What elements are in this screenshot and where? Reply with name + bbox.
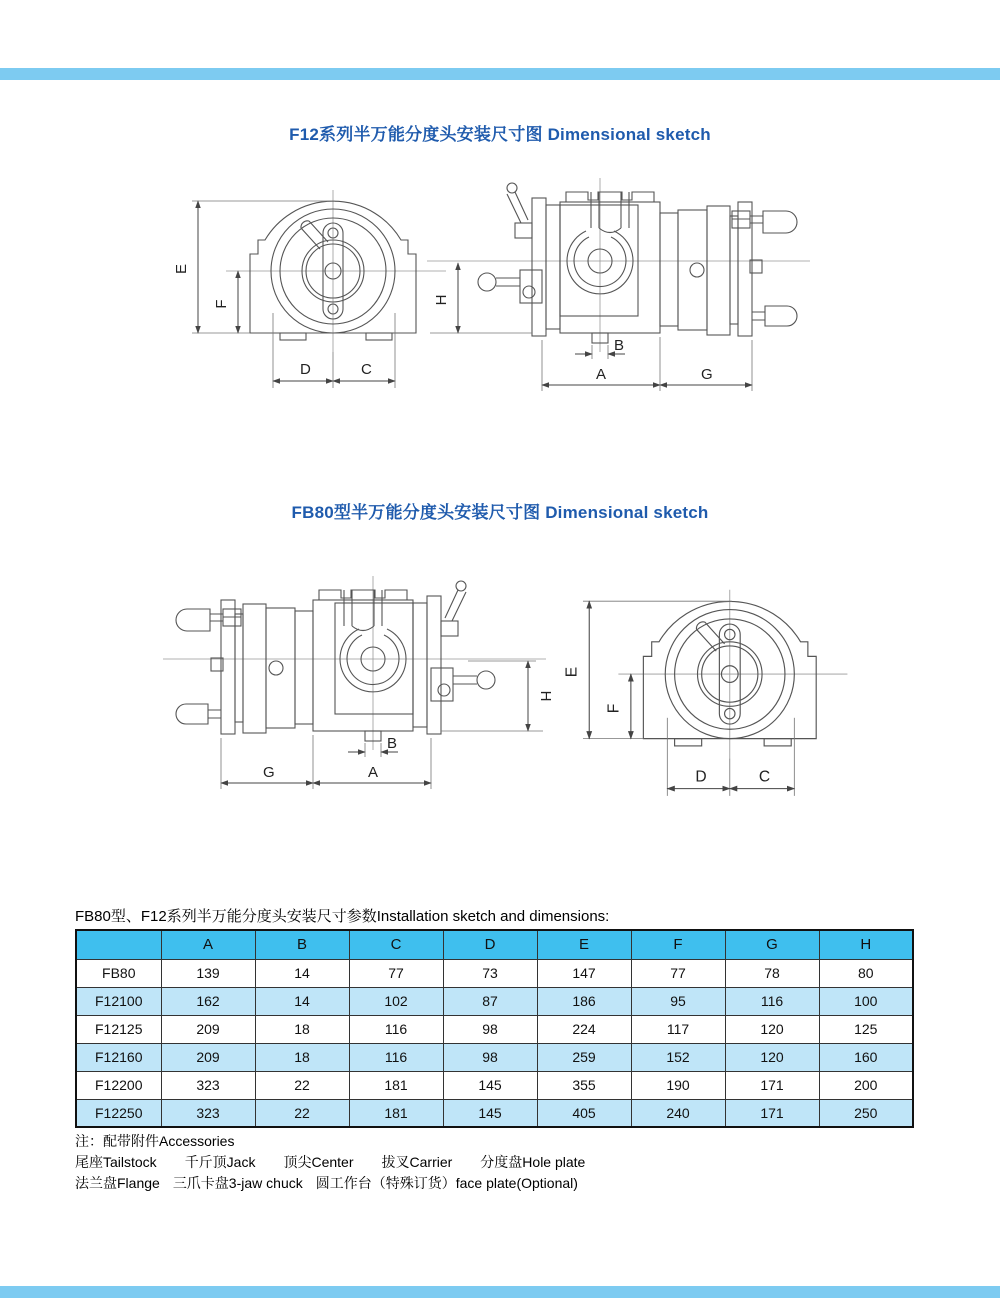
value-cell: 209 [161, 1015, 255, 1043]
dimensions-table [75, 929, 914, 1128]
model-cell: F12200 [76, 1071, 161, 1099]
value-cell: 78 [725, 959, 819, 987]
value-cell: 98 [443, 1015, 537, 1043]
value-cell: 116 [725, 987, 819, 1015]
accessory-item: 圆工作台（特殊订货）face plate(Optional) [315, 1175, 578, 1191]
value-cell: 116 [349, 1043, 443, 1071]
dim-label-e: E [563, 666, 581, 678]
dim-label-a: A [596, 366, 607, 383]
dim-label-h: H [433, 294, 450, 306]
dim-label-b: B [614, 337, 625, 354]
accessory-item: 三爪卡盘3-jaw chuck [172, 1175, 303, 1191]
header-cell-c: C [349, 930, 443, 959]
dim-label-f: F [605, 703, 623, 714]
value-cell: 100 [819, 987, 913, 1015]
value-cell: 209 [161, 1043, 255, 1071]
dim-label-g: G [701, 366, 713, 383]
accessory-item: 顶尖Center [283, 1154, 354, 1170]
page-top-accent-bar [0, 68, 1000, 80]
accessory-item: 法兰盘Flange [75, 1175, 160, 1191]
drawing-f12-front-view [168, 176, 460, 411]
value-cell: 259 [537, 1043, 631, 1071]
accessory-item: 千斤顶Jack [184, 1154, 256, 1170]
section-title-f12: F12系列半万能分度头安装尺寸图 Dimensional sketch [289, 125, 711, 144]
value-cell: 77 [631, 959, 725, 987]
value-cell: 405 [537, 1099, 631, 1127]
model-cell: F12250 [76, 1099, 161, 1127]
value-cell: 139 [161, 959, 255, 987]
value-cell: 18 [255, 1015, 349, 1043]
model-cell: F12125 [76, 1015, 161, 1043]
value-cell: 120 [725, 1043, 819, 1071]
table-row-f12200 [76, 1071, 913, 1099]
header-cell-a: A [161, 930, 255, 959]
value-cell: 323 [161, 1099, 255, 1127]
dim-label-d: D [695, 768, 707, 786]
drawing-fb80-front-view [558, 575, 862, 820]
value-cell: 171 [725, 1071, 819, 1099]
accessories-list-line-2 [75, 1173, 578, 1193]
model-cell: F12100 [76, 987, 161, 1015]
header-cell-h: H [819, 930, 913, 959]
table-title: FB80型、F12系列半万能分度头安装尺寸参数Installation sketch and dimensions: [75, 908, 610, 925]
value-cell: 117 [631, 1015, 725, 1043]
dim-label-g: G [263, 764, 275, 781]
value-cell: 152 [631, 1043, 725, 1071]
value-cell: 145 [443, 1099, 537, 1127]
value-cell: 160 [819, 1043, 913, 1071]
value-cell: 87 [443, 987, 537, 1015]
value-cell: 145 [443, 1071, 537, 1099]
value-cell: 147 [537, 959, 631, 987]
header-cell-e: E [537, 930, 631, 959]
value-cell: 22 [255, 1099, 349, 1127]
value-cell: 186 [537, 987, 631, 1015]
value-cell: 14 [255, 987, 349, 1015]
dim-label-f: F [213, 299, 230, 309]
value-cell: 116 [349, 1015, 443, 1043]
value-cell: 200 [819, 1071, 913, 1099]
header-cell-g: G [725, 930, 819, 959]
page-bottom-accent-bar [0, 1286, 1000, 1298]
section-title-fb80: FB80型半万能分度头安装尺寸图 Dimensional sketch [291, 503, 709, 522]
value-cell: 171 [725, 1099, 819, 1127]
value-cell: 102 [349, 987, 443, 1015]
value-cell: 240 [631, 1099, 725, 1127]
table-row-f12250 [76, 1099, 913, 1127]
model-cell: FB80 [76, 959, 161, 987]
dim-label-c: C [758, 768, 771, 786]
accessory-item: 拔叉Carrier [381, 1154, 453, 1170]
value-cell: 14 [255, 959, 349, 987]
value-cell: 77 [349, 959, 443, 987]
header-cell-b: B [255, 930, 349, 959]
value-cell: 224 [537, 1015, 631, 1043]
model-cell: F12160 [76, 1043, 161, 1071]
header-cell-model [76, 930, 161, 959]
dim-label-a: A [368, 764, 379, 781]
value-cell: 250 [819, 1099, 913, 1127]
table-header-row [76, 930, 913, 959]
table-row-f12160 [76, 1043, 913, 1071]
accessory-item: 分度盘Hole plate [480, 1154, 586, 1170]
value-cell: 80 [819, 959, 913, 987]
table-row-f12100 [76, 987, 913, 1015]
table-row-f12125 [76, 1015, 913, 1043]
value-cell: 181 [349, 1099, 443, 1127]
value-cell: 181 [349, 1071, 443, 1099]
value-cell: 95 [631, 987, 725, 1015]
value-cell: 162 [161, 987, 255, 1015]
drawing-f12-side-view [425, 170, 835, 405]
dim-label-b: B [387, 735, 398, 752]
dim-label-c: C [361, 361, 372, 378]
value-cell: 323 [161, 1071, 255, 1099]
value-cell: 355 [537, 1071, 631, 1099]
value-cell: 190 [631, 1071, 725, 1099]
accessories-note-line: 注：配带附件Accessories [75, 1133, 235, 1149]
value-cell: 98 [443, 1043, 537, 1071]
header-cell-d: D [443, 930, 537, 959]
dim-label-h: H [537, 690, 554, 702]
dim-label-d: D [300, 361, 311, 378]
value-cell: 22 [255, 1071, 349, 1099]
value-cell: 120 [725, 1015, 819, 1043]
accessory-item: 尾座Tailstock [75, 1154, 157, 1170]
header-cell-f: F [631, 930, 725, 959]
value-cell: 73 [443, 959, 537, 987]
value-cell: 125 [819, 1015, 913, 1043]
dim-label-e: E [173, 263, 190, 275]
value-cell: 18 [255, 1043, 349, 1071]
drawing-fb80-side-view [138, 568, 578, 808]
table-row-fb80 [76, 959, 913, 987]
accessories-list-line-1 [75, 1152, 585, 1172]
